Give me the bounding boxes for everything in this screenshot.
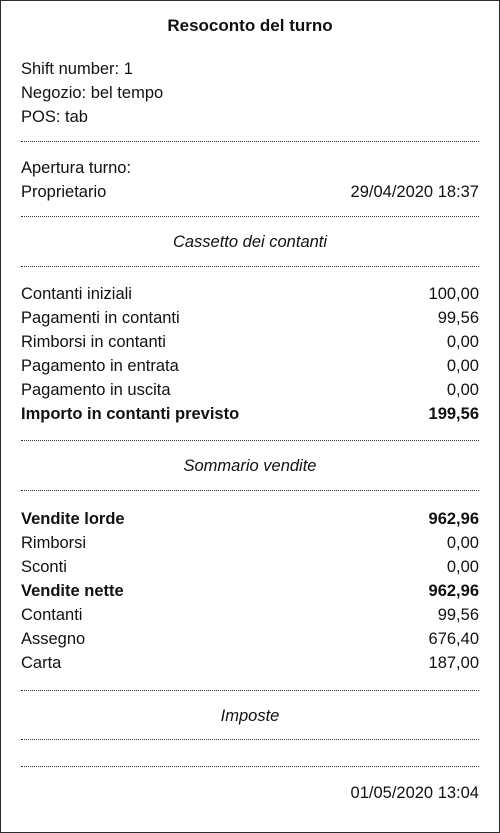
row-value: 962,96 bbox=[428, 582, 479, 600]
row-value: 962,96 bbox=[428, 510, 479, 528]
sales-row-refunds bbox=[21, 531, 479, 555]
row-label: Rimborsi in contanti bbox=[21, 333, 166, 351]
store-name bbox=[21, 81, 479, 105]
row-value: 100,00 bbox=[428, 285, 479, 303]
row-label: Pagamenti in contanti bbox=[21, 309, 180, 327]
cash-row-cash-refunds bbox=[21, 330, 479, 354]
cash-row-paid-out bbox=[21, 378, 479, 402]
row-value: 0,00 bbox=[446, 357, 479, 375]
row-label: Carta bbox=[21, 654, 62, 672]
row-value: 0,00 bbox=[446, 558, 479, 576]
opening-datetime: 29/04/2020 18:37 bbox=[350, 183, 479, 201]
shift-number bbox=[21, 57, 479, 81]
pos-name bbox=[21, 105, 479, 129]
opening-owner: Proprietario bbox=[21, 183, 107, 201]
opening-label-text: Apertura turno: bbox=[21, 159, 132, 177]
row-value: 0,00 bbox=[446, 381, 479, 399]
row-label: Importo in contanti previsto bbox=[21, 405, 240, 423]
divider bbox=[21, 266, 479, 267]
row-label: Contanti iniziali bbox=[21, 285, 132, 303]
row-value: 99,56 bbox=[437, 606, 479, 624]
divider bbox=[21, 690, 479, 691]
store-name-text: Negozio: bel tempo bbox=[21, 84, 164, 102]
row-label: Vendite nette bbox=[21, 582, 124, 600]
row-label: Rimborsi bbox=[21, 534, 87, 552]
row-label: Contanti bbox=[21, 606, 83, 624]
row-value: 199,56 bbox=[428, 405, 479, 423]
divider bbox=[21, 440, 479, 441]
sales-row-check bbox=[21, 627, 479, 651]
row-label: Sconti bbox=[21, 558, 67, 576]
divider bbox=[21, 490, 479, 491]
taxes-heading: Imposte bbox=[220, 707, 280, 725]
row-value: 187,00 bbox=[428, 654, 479, 672]
sales-row-net bbox=[21, 579, 479, 603]
opening-row bbox=[21, 180, 479, 204]
row-value: 0,00 bbox=[446, 534, 479, 552]
row-label: Pagamento in entrata bbox=[21, 357, 179, 375]
row-label: Pagamento in uscita bbox=[21, 381, 171, 399]
cash-row-expected bbox=[21, 402, 479, 426]
footer-row bbox=[21, 781, 479, 805]
footer-datetime: 01/05/2020 13:04 bbox=[350, 784, 479, 802]
sales-row-discounts bbox=[21, 555, 479, 579]
cash-row-cash-payments bbox=[21, 306, 479, 330]
row-value: 99,56 bbox=[437, 309, 479, 327]
row-label: Vendite lorde bbox=[21, 510, 125, 528]
receipt-title: Resoconto del turno bbox=[167, 16, 333, 35]
opening-label bbox=[21, 156, 479, 180]
divider bbox=[21, 216, 479, 217]
cash-row-paid-in bbox=[21, 354, 479, 378]
row-label: Assegno bbox=[21, 630, 86, 648]
cash-row-starting bbox=[21, 282, 479, 306]
row-value: 0,00 bbox=[446, 333, 479, 351]
sales-row-cash bbox=[21, 603, 479, 627]
divider bbox=[21, 766, 479, 767]
sales-row-card bbox=[21, 651, 479, 675]
sales-summary-heading: Sommario vendite bbox=[183, 457, 317, 475]
divider bbox=[21, 739, 479, 740]
row-value: 676,40 bbox=[428, 630, 479, 648]
pos-name-text: POS: tab bbox=[21, 108, 88, 126]
sales-row-gross bbox=[21, 507, 479, 531]
shift-number-text: Shift number: 1 bbox=[21, 60, 133, 78]
cash-drawer-heading: Cassetto dei contanti bbox=[172, 233, 328, 251]
divider bbox=[21, 141, 479, 142]
